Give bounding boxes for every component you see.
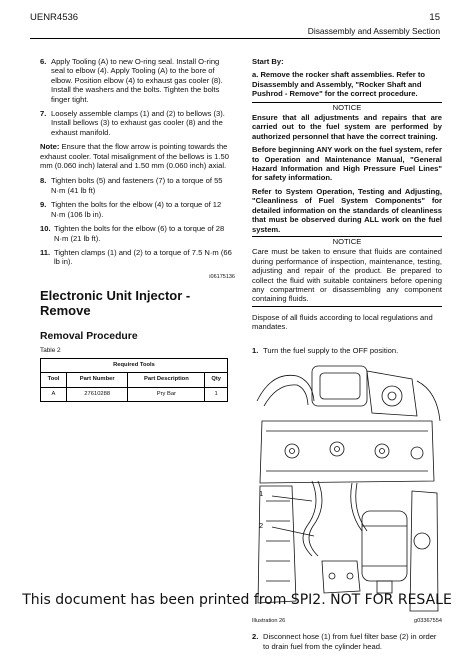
table-title: Required Tools: [41, 358, 228, 372]
step-item: [40, 200, 235, 219]
steps-group-b: [40, 176, 235, 266]
document-id: UENR4536: [30, 12, 79, 23]
step-number: 6.: [40, 57, 47, 66]
step-item: [40, 57, 235, 104]
right-column: [252, 57, 442, 656]
steps-group-a: [40, 57, 235, 137]
note-label: Note:: [40, 142, 60, 152]
notice-divider: [252, 306, 442, 307]
table-caption: Table 2: [40, 346, 61, 354]
step-item: [252, 346, 442, 355]
notice-paragraph: Ensure that all adjustments and repairs that are carried out to the fuel system are performed by authorized personnel that have the correct training.: [252, 113, 442, 141]
step-number: 7.: [40, 109, 47, 119]
subsection-title: Removal Procedure: [40, 331, 138, 343]
dispose-paragraph: Dispose of all fluids according to local regulations and mandates.: [252, 312, 433, 332]
reference-code: i06175136: [209, 273, 235, 280]
start-by-label: Start By:: [252, 57, 284, 66]
notice-heading: NOTICE: [332, 102, 362, 112]
column-header: Qty: [205, 373, 228, 387]
step-number: 10.: [40, 224, 51, 234]
figure-caption: [252, 617, 442, 626]
notice-paragraph: Before beginning ANY work on the fuel system, refer to Operation and Maintenance Manual, "General Hazard Information and High Pressure Fuel Lines" for safety information.: [252, 145, 442, 183]
step-text: Disconnect hose (1) from fuel filter base (2) in order to drain fuel from the cylinder head.: [263, 632, 437, 651]
step-item: [252, 632, 442, 651]
step-number: 11.: [40, 247, 51, 257]
illustration-code: g03367554: [414, 617, 442, 624]
note-paragraph: [40, 142, 235, 170]
table-cell: A: [41, 387, 67, 401]
step-number: 8.: [40, 176, 47, 186]
column-header: Tool: [41, 373, 67, 387]
step-text: Loosely assemble clamps (1) and (2) to bellows (3). Install bellows (3) to exhaust gas cooler (8) and the exhaust manifold.: [51, 109, 225, 137]
step-item: [40, 224, 235, 243]
notice-paragraph: Refer to System Operation, Testing and Adjusting, "Cleanliness of Fuel System Components" for detailed information on the standards of cleanliness that must be observed during ALL work on the fuel system.: [252, 186, 442, 234]
table-row: [41, 387, 228, 401]
left-column: [40, 57, 235, 402]
start-by-item: a. Remove the rocker shaft assemblies. Refer to Disassembly and Assembly, "Rocker Shaft and Pushrod - Remove" for the correct procedure.: [252, 70, 426, 99]
required-tools-table: [40, 358, 228, 402]
table-cell: 27610288: [66, 387, 127, 401]
print-watermark-footer: This document has been printed from SPI2. NOT FOR RESALE: [22, 592, 452, 608]
step-text: Tighten the bolts for the elbow (6) to a torque of 28 N·m (21 lb ft).: [54, 224, 225, 243]
notice-paragraph: Care must be taken to ensure that fluids are contained during performance of inspection, maintenance, testing, adjusting and repair of the product. Be prepared to collect the fluid with suitable containers before opening any compartment or disassembling any component containing fluids.: [252, 247, 442, 304]
column-header: Part Description: [128, 373, 205, 387]
step-item: [40, 176, 235, 195]
section-title: Disassembly and Assembly Section: [307, 26, 440, 36]
column-header: Part Number: [66, 373, 127, 387]
table-cell: 1: [205, 387, 228, 401]
step-text: Tighten clamps (1) and (2) to a torque of 7.5 N·m (66 lb in).: [54, 247, 232, 267]
step-item: [40, 248, 235, 267]
step-text: Apply Tooling (A) to new O-ring seal. Install O-ring seal to elbow (4). Apply Tooling (A) to the bore of elbow. Position elbow (4) to exhaust gas cooler (8). Install the washers and the bolts. Tighten the bolts finger tight.: [51, 57, 223, 104]
engine-line-drawing: [252, 361, 442, 615]
illustration-number: Illustration 26: [252, 617, 286, 624]
header-divider: [30, 38, 440, 39]
step-item: [40, 109, 235, 137]
engine-illustration: [252, 361, 442, 615]
step-number: 1.: [252, 345, 259, 355]
step-number: 2.: [252, 632, 259, 642]
step-text: Tighten bolts (5) and fasteners (7) to a torque of 55 N·m (41 lb ft): [51, 176, 223, 195]
step-number: 9.: [40, 200, 47, 210]
table-cell: Pry Bar: [128, 387, 205, 401]
note-text: Ensure that the flow arrow is pointing towards the exhaust cooler. Total misalignment of the bellows is 1.50 mm (0.060 inch) lateral and 1.50 mm (0.060 inch) axial.: [40, 142, 229, 171]
callout-label-1: 1: [259, 488, 264, 498]
step-text: Tighten the bolts for the elbow (4) to a torque of 12 N·m (106 lb in).: [51, 200, 222, 219]
step-text: Turn the fuel supply to the OFF position.: [263, 345, 399, 355]
notice-heading: NOTICE: [332, 236, 362, 246]
page-number: 15: [429, 12, 440, 23]
page-title: Electronic Unit Injector - Remove: [40, 288, 191, 319]
table-header-row: [41, 373, 228, 387]
callout-label-2: 2: [259, 520, 264, 530]
